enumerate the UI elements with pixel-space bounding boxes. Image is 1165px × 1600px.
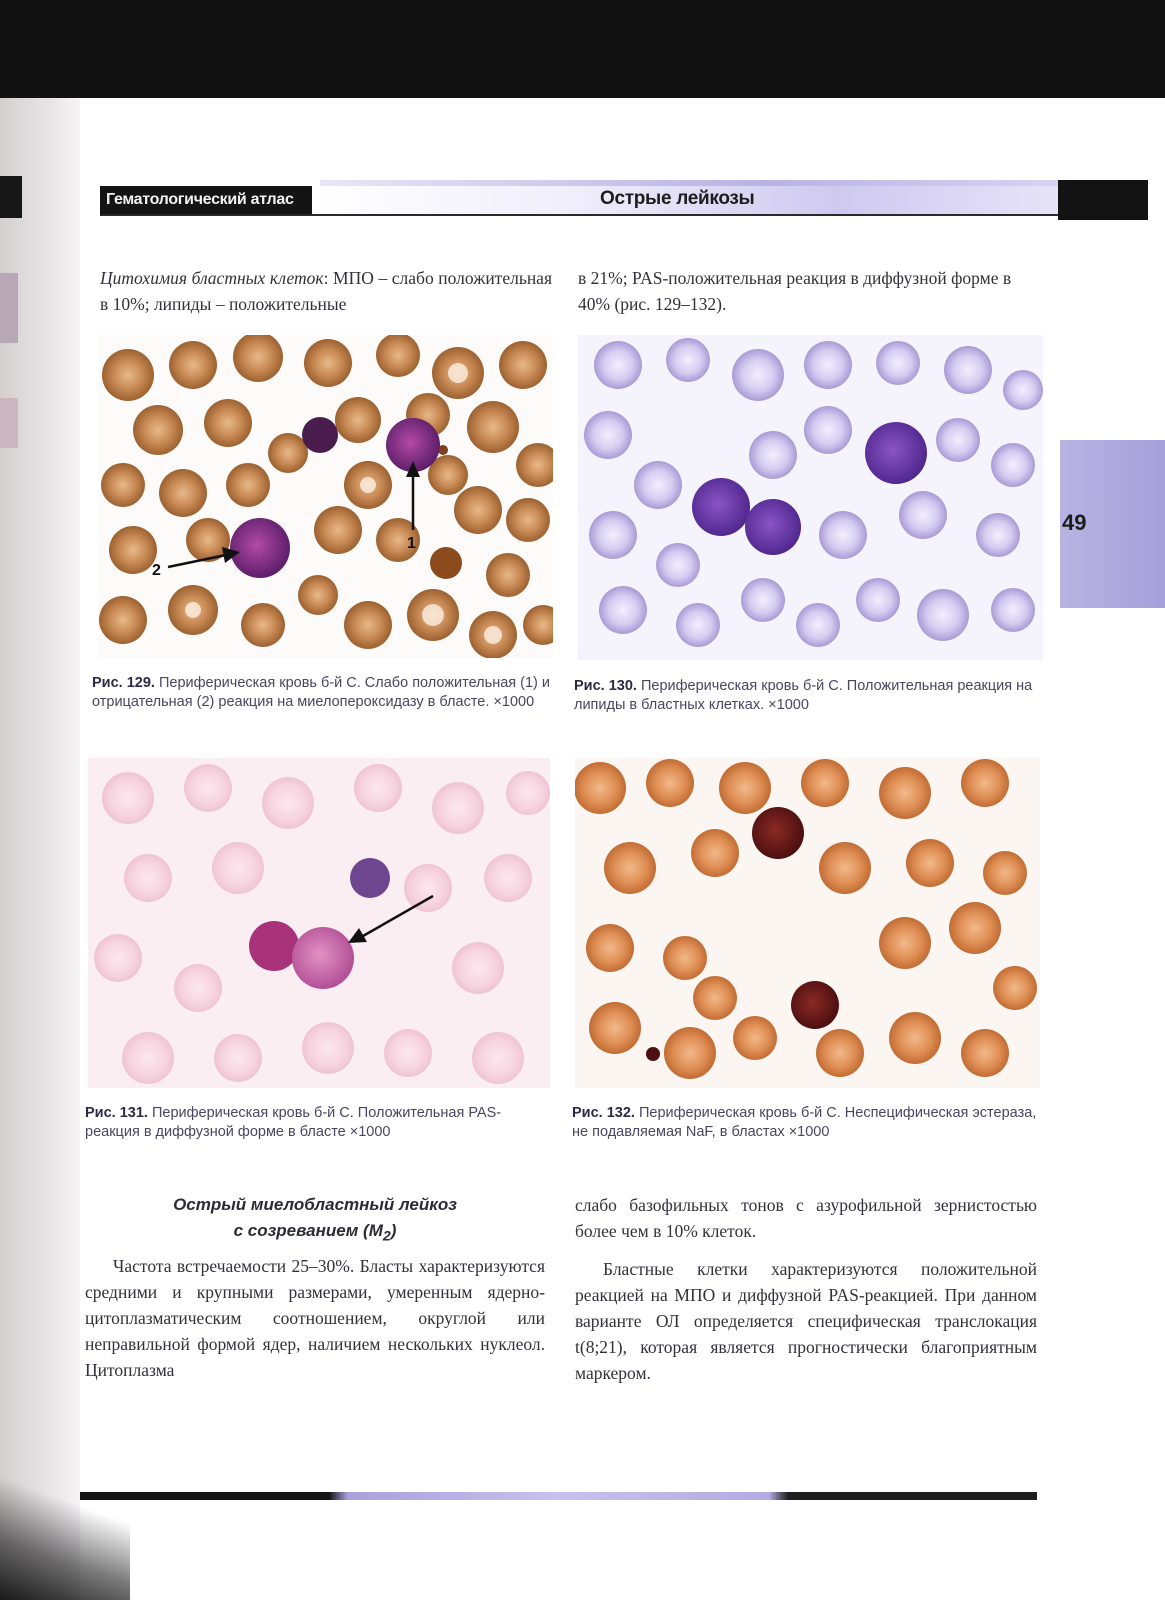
body-right-column [575,1192,1037,1386]
book-title: Гематологический атлас [100,186,312,214]
body-paragraph: Бластные клетки характеризуются положительной реакцией на МПО и диффузной PAS-реакцией. При данном варианте ОЛ определяется специфическая транслокация t(8;21), которая является прогностически благоприятным маркером. [575,1259,1037,1383]
figure-129-caption-text: Периферическая кровь б-й С. Слабо положительная (1) и отрицательная (2) реакция на миелопероксидазу в бласте. ×1000 [92,675,550,710]
header-end-block [1058,180,1148,220]
figure-132-image [575,758,1040,1088]
book-gutter-shadow [0,0,1165,98]
footer-rule [80,1492,1037,1500]
body-paragraph: Частота встречаемости 25–30%. Бласты характеризуются средними и крупными размерами, умеренным ядерно-цитоплазматическим соотношением, округлой или неправильной формой ядер, наличием нескольких нуклеол. Цитоплазма [85,1256,545,1380]
intro-left-column [100,265,552,317]
body-left-column [85,1253,545,1383]
section-heading-line2 [100,1218,530,1249]
figure-131-micrograph [88,758,550,1088]
figure-130-caption-text: Периферическая кровь б-й С. Положительная реакция на липиды в бластных клетках. ×1000 [574,678,1033,713]
figure-129-caption [92,674,557,712]
arrow-pas-blast [363,896,433,936]
facing-page-edge [0,98,80,1600]
figure-130-image [578,335,1043,660]
page-number: 49 [1062,510,1087,535]
page-corner-shadow [0,1470,130,1600]
facing-page-tab [0,176,22,218]
intro-right-column: в 21%; PAS-положительная реакция в диффузной форме в 40% (рис. 129–132). [578,268,1012,314]
section-heading-main: с созреванием (M [233,1221,383,1240]
chapter-title: Острые лейкозы [600,188,755,209]
figure-130-label: Рис. 130. [574,678,637,694]
figure-129-micrograph [98,335,553,658]
figure-132-label: Рис. 132. [572,1105,635,1121]
body-paragraph-continuation: слабо базофильных тонов с азурофильной зернистостью более чем в 10% клеток. [575,1195,1037,1241]
header-bottom-rule [100,214,1058,216]
facing-page-color-mark [0,273,18,343]
figure-129-label: Рис. 129. [92,675,155,691]
figure-132-caption-text: Периферическая кровь б-й С. Неспецифическая эстераза, не подавляемая NaF, в бластах ×1000 [572,1105,1037,1140]
facing-page-color-mark [0,398,18,448]
figure-132-caption [572,1104,1042,1142]
section-heading-line1: Острый миелобластный лейкоз [173,1195,457,1214]
figure-132-micrograph [575,758,1040,1088]
annotation-2: 2 [152,562,161,579]
figure-130-caption [574,677,1044,715]
figure-131-label: Рис. 131. [85,1105,148,1121]
figure-131-image [88,758,550,1088]
intro-lead: Цитохимия бластных клеток [100,268,324,288]
section-heading-end: ) [390,1221,397,1240]
annotation-1: 1 [407,535,416,552]
figure-130-micrograph [578,335,1043,660]
section-heading-sub: 2 [382,1228,391,1245]
figure-131-caption [85,1104,555,1142]
figure-131-caption-text: Периферическая кровь б-й С. Положительная PAS-реакция в диффузной форме в бласте ×1000 [85,1105,502,1140]
intro-left-text: : МПО – слабо положительная в 10%; липиды – положительные [100,268,552,314]
running-header [100,180,1165,220]
section-heading [100,1192,530,1249]
figure-129-image [98,335,553,658]
